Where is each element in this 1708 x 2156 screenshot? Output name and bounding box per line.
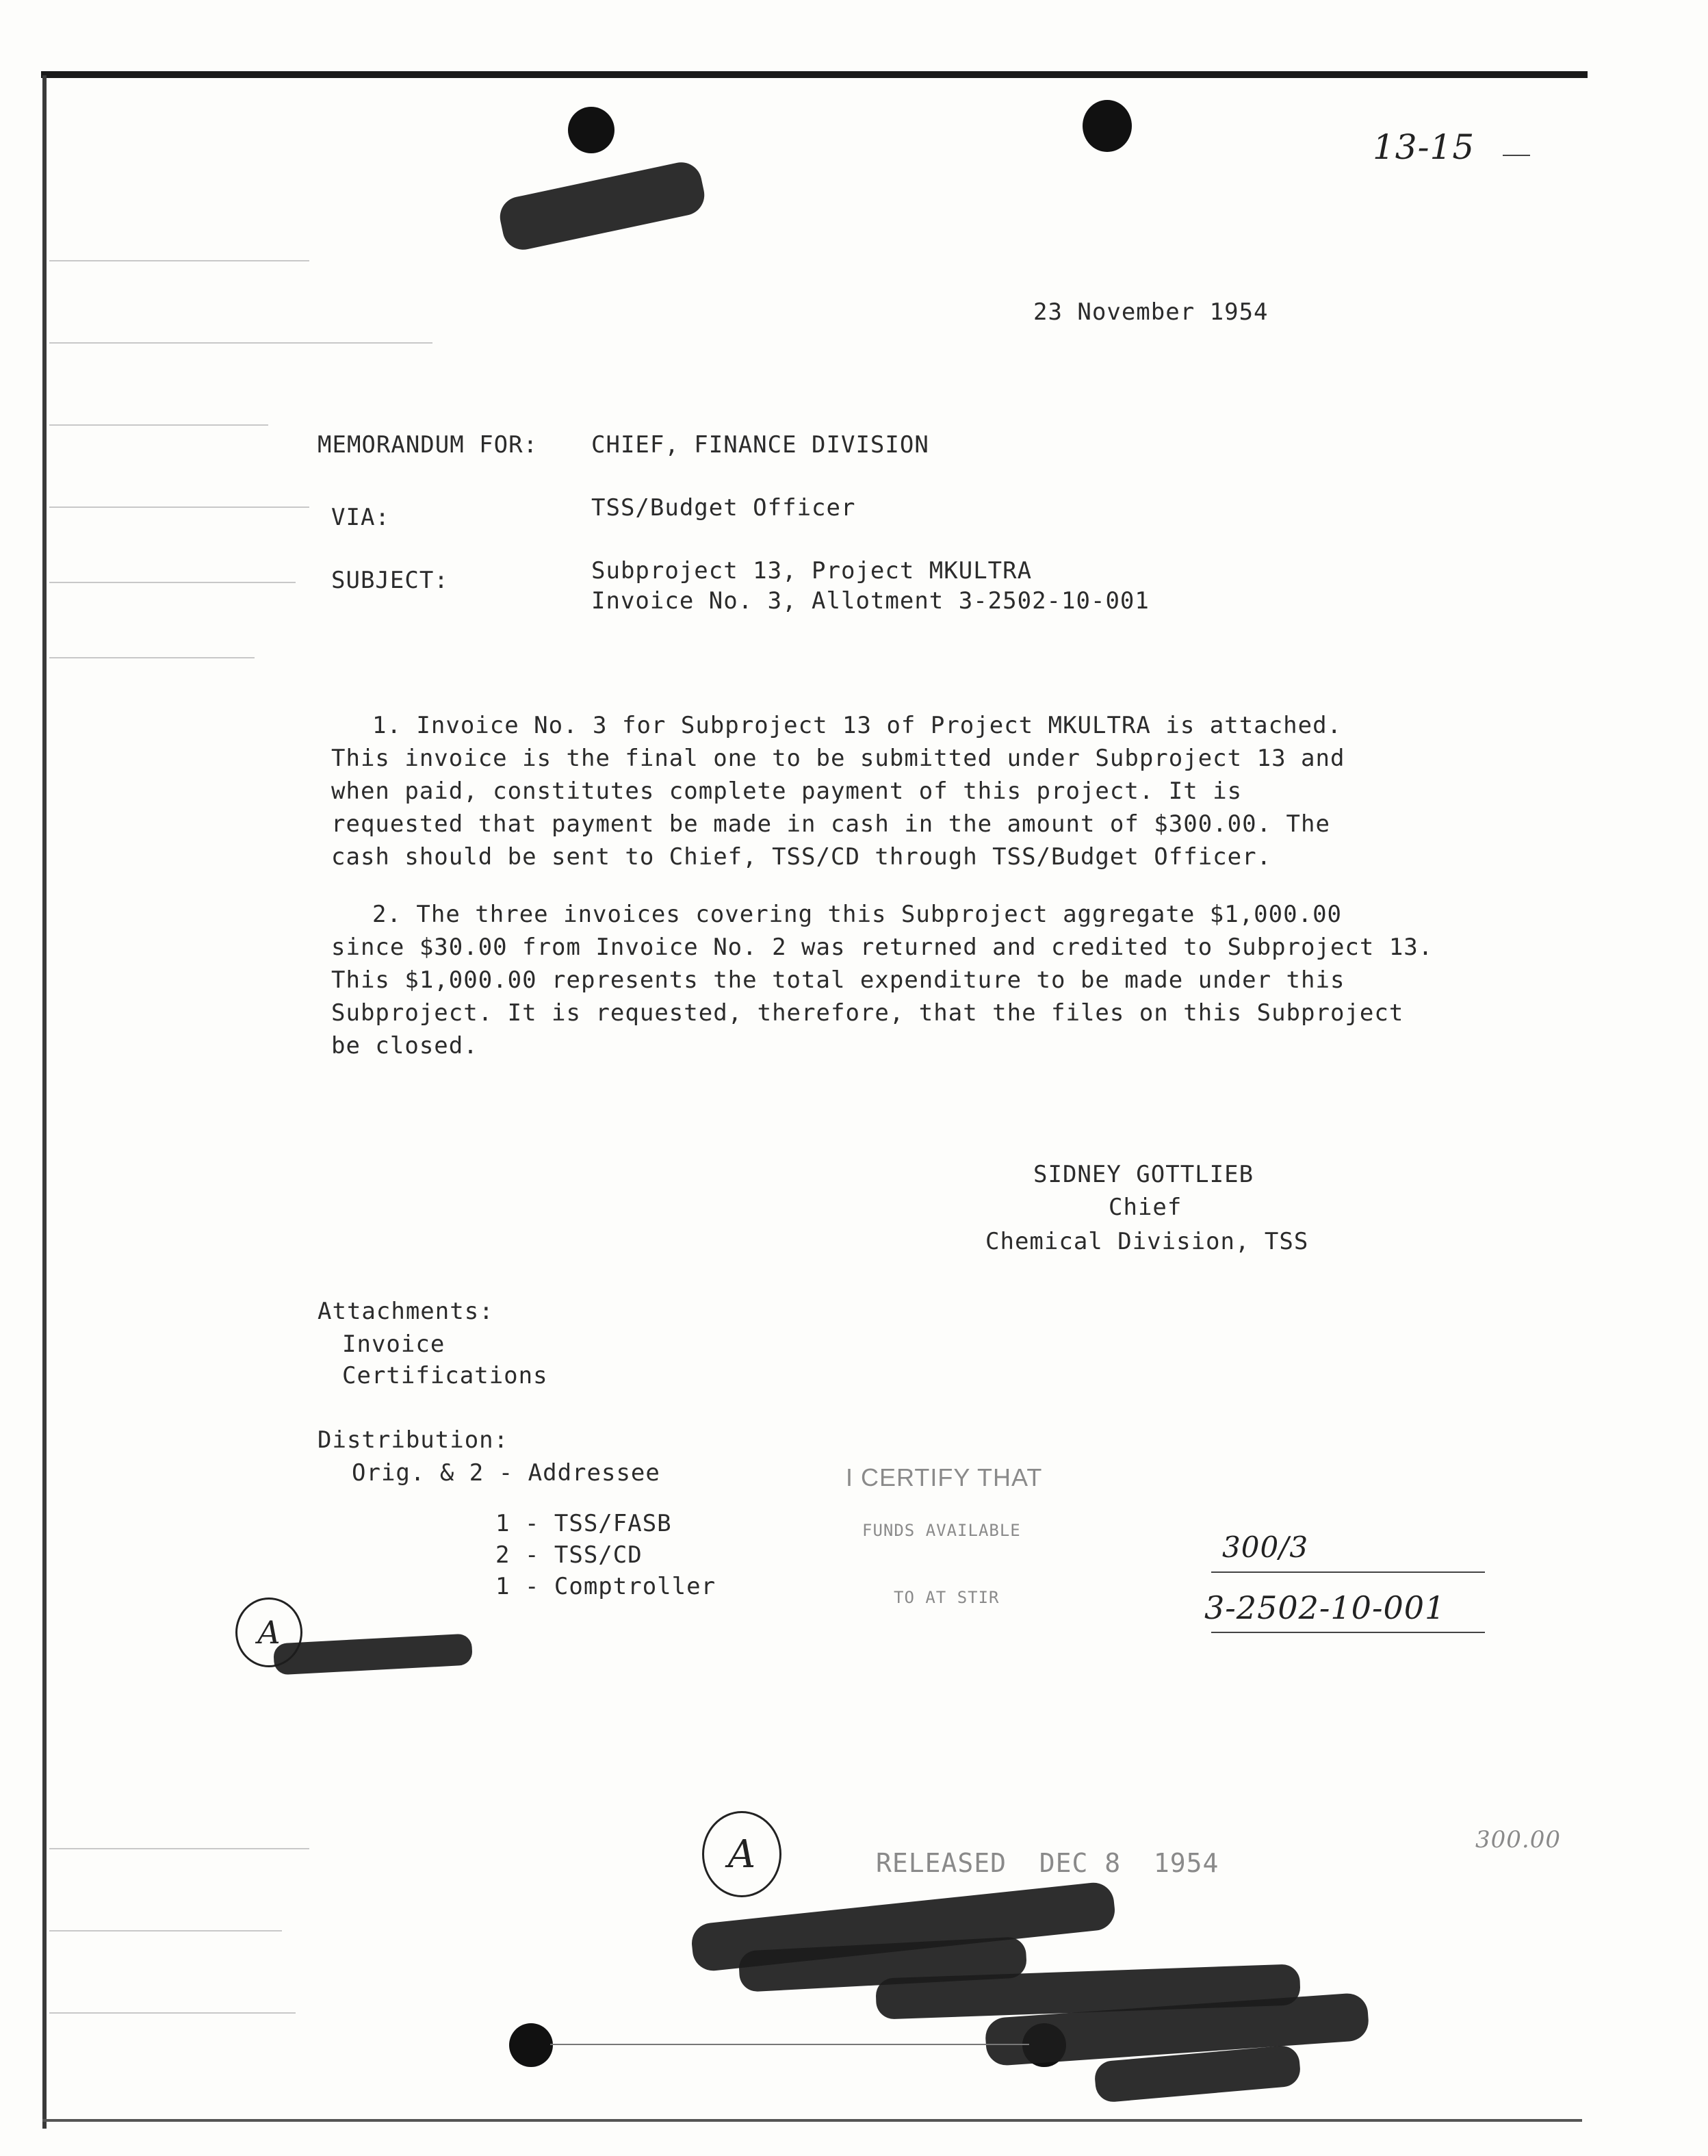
signature-title: Chief	[1109, 1194, 1182, 1221]
circled-a-letter: A	[257, 1614, 281, 1651]
attachment-item: Invoice	[342, 1331, 445, 1358]
distribution-label: Distribution:	[318, 1426, 509, 1454]
circled-a-mark	[702, 1811, 781, 1897]
signature-division: Chemical Division, TSS	[985, 1228, 1309, 1255]
distribution-line: 1 - Comptroller	[495, 1573, 716, 1600]
paragraph-2: 2. The three invoices covering this Subproject aggregate $1,000.00 since $30.00 from Invoice No. 2 was returned and credited to Subproject 13. This $1,000.00 represents the total expenditure to be made under this Subproject. It is requested, therefore, that the files on this Subproject be closed.	[331, 901, 1434, 1060]
memo-date: 23 November 1954	[1033, 298, 1269, 326]
stamp-to: TO AT STIR	[894, 1588, 1000, 1607]
scan-left-edge	[42, 75, 47, 2129]
stamp-certify: I CERTIFY THAT	[846, 1463, 1043, 1491]
file-number: 13-15	[1373, 127, 1475, 167]
attachment-item: Certifications	[342, 1362, 548, 1389]
signature-name: SIDNEY GOTTLIEB	[1033, 1161, 1254, 1188]
stamp-funds: FUNDS AVAILABLE	[862, 1521, 1021, 1540]
punch-hole-top-left	[568, 107, 614, 153]
subject-label: SUBJECT:	[331, 567, 449, 594]
circled-a-letter: A	[727, 1832, 756, 1877]
scan-noise	[49, 657, 255, 658]
via-value: TSS/Budget Officer	[591, 494, 856, 522]
scan-noise	[49, 1848, 309, 1849]
punch-hole-bottom-left	[509, 2023, 553, 2067]
scan-noise	[49, 1930, 282, 1932]
distribution-line: 1 - TSS/FASB	[495, 1510, 672, 1537]
scan-noise	[49, 260, 309, 261]
released-stamp: RELEASED DEC 8 1954	[876, 1848, 1219, 1878]
scan-noise	[49, 2012, 296, 2014]
distribution-line: Orig. & 2 - Addressee	[352, 1459, 660, 1487]
scan-noise	[49, 342, 432, 344]
subject-line-1: Subproject 13, Project MKULTRA	[591, 557, 1033, 585]
subject-line-2: Invoice No. 3, Allotment 3-2502-10-001	[591, 587, 1150, 615]
memo-for-label: MEMORANDUM FOR:	[318, 431, 539, 459]
obligation-underline	[1211, 1571, 1485, 1573]
distribution-line: 2 - TSS/CD	[495, 1541, 643, 1569]
scan-noise	[49, 582, 296, 583]
allotment-underline	[1211, 1632, 1485, 1633]
handwritten-obligation: 300/3	[1222, 1530, 1309, 1564]
handwritten-allotment: 3-2502-10-001	[1204, 1589, 1446, 1626]
scan-top-edge	[41, 71, 1588, 78]
scan-noise	[49, 506, 309, 508]
file-number-dash	[1503, 155, 1530, 156]
attachments-label: Attachments:	[318, 1298, 494, 1325]
handwritten-amount: 300.00	[1475, 1826, 1561, 1853]
redaction-left	[273, 1633, 473, 1675]
paragraph-1: 1. Invoice No. 3 for Subproject 13 of Project MKULTRA is attached. This invoice is the final one to be submitted under Subproject 13 and when paid, constitutes complete payment of this project. It is requested that payment be made in cash in the amount of $300.00. The cash should be sent to Chief, TSS/CD through TSS/Budget Officer.	[331, 712, 1345, 871]
memo-for-value: CHIEF, FINANCE DIVISION	[591, 431, 929, 459]
redaction-top	[496, 159, 708, 254]
scan-bottom-edge	[42, 2119, 1582, 2122]
bottom-rule	[550, 2044, 1029, 2045]
punch-hole-top-right	[1083, 100, 1132, 152]
scan-noise	[49, 424, 268, 426]
via-label: VIA:	[331, 504, 390, 531]
